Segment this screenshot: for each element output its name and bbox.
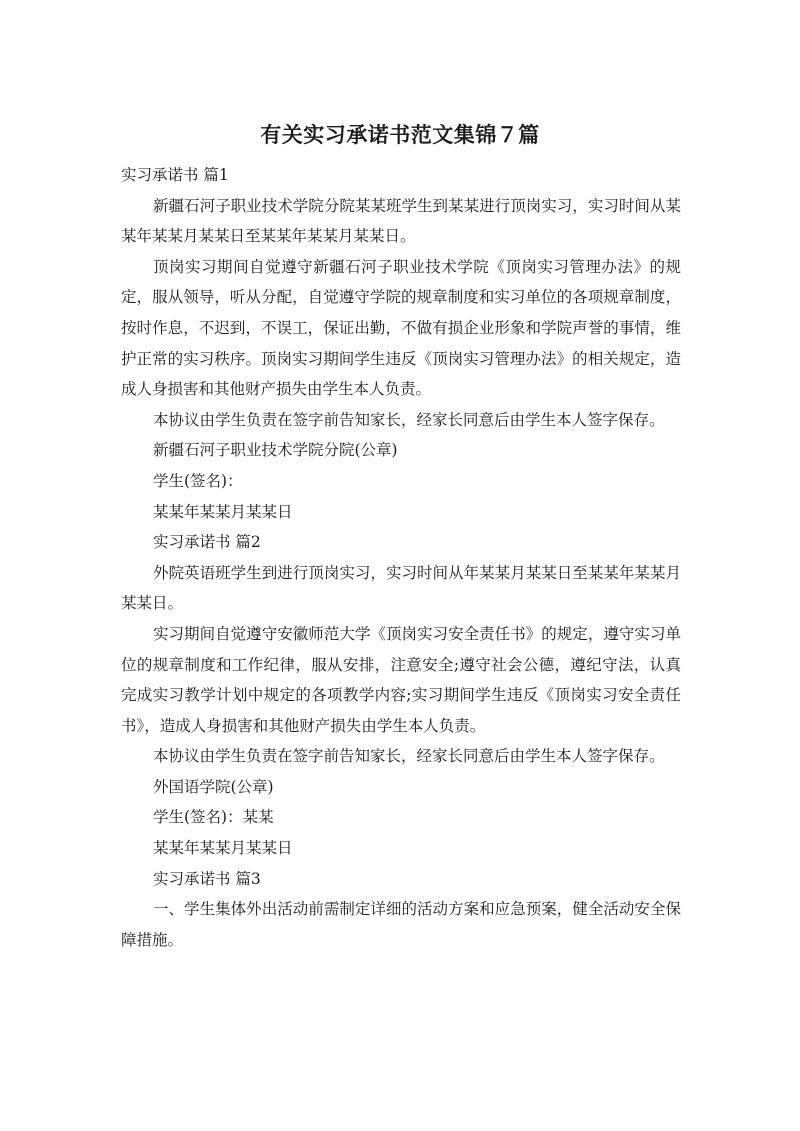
section-heading: 实习承诺书 篇2 <box>153 533 261 552</box>
section-heading: 实习承诺书 篇3 <box>153 869 261 888</box>
paragraph: 顶岗实习期间自觉遵守新疆石河子职业技术学院《顶岗实习管理办法》的规定，服从领导，听从分配，自觉遵守学院的规章制度和实习单位的各项规章制度，按时作息，不迟到，不误工，保证出勤，不做有损企业形象和学院声誉的事情，维护正常的实习秩序。顶岗实习期间学生违反《顶岗实习管理办法》的相关规定，造成人身损害和其他财产损失由学生本人负责。 <box>121 257 681 399</box>
signature-date: 某某年某某月某某日 <box>153 839 293 858</box>
paragraph: 新疆石河子职业技术学院分院某某班学生到某某进行顶岗实习，实习时间从某某年某某月某某日至某某年某某月某某日。 <box>121 196 681 246</box>
paragraph: 实习期间自觉遵守安徽师范大学《顶岗实习安全责任书》的规定，遵守实习单位的规章制度和工作纪律，服从安排，注意安全;遵守社会公德，遵纪守法，认真完成实习教学计划中规定的各项教学内容;实习期间学生违反《顶岗实习安全责任书》，造成人身损害和其他财产损失由学生本人负责。 <box>121 624 681 735</box>
signature-date: 某某年某某月某某日 <box>153 502 293 521</box>
paragraph: 本协议由学生负责在签字前告知家长，经家长同意后由学生本人签字保存。 <box>153 747 665 766</box>
signature-student: 学生(签名)：某某 <box>153 808 274 827</box>
signature-student: 学生(签名)： <box>153 471 243 490</box>
section-heading: 实习承诺书 篇1 <box>121 166 229 184</box>
paragraph: 外院英语班学生到进行顶岗实习，实习时间从年某某月某某日至某某年某某月某某日。 <box>121 563 681 613</box>
paragraph: 本协议由学生负责在签字前告知家长，经家长同意后由学生本人签字保存。 <box>153 410 665 429</box>
signature-org: 外国语学院(公章) <box>153 777 274 796</box>
document-title: 有关实习承诺书范文集锦７篇 <box>260 123 540 147</box>
document-body <box>121 160 681 955</box>
paragraph: 一、学生集体外出活动前需制定详细的活动方案和应急预案，健全活动安全保障措施。 <box>121 900 681 949</box>
signature-org: 新疆石河子职业技术学院分院(公章) <box>153 441 398 460</box>
